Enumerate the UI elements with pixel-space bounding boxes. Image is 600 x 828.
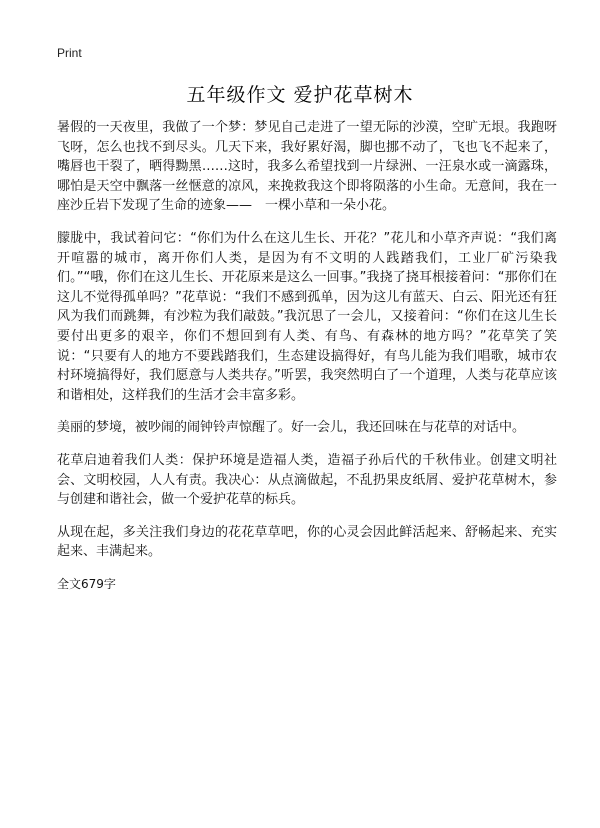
paragraph-1: 暑假的一天夜里，我做了一个梦：梦见自己走进了一望无际的沙漠，空旷无垠。我跑呀飞呀，怎么也找不到尽头。几天下来，我好累好渴，脚也挪不动了，飞也飞不起来了，嘴唇也干裂了，晒得黝黑……这时，我多么希望找到一片绿洲、一汪泉水或一滴露珠，哪怕是天空中飘落一丝惬意的凉风，来挽救我这个即将陨落的小生命。无意间，我在一座沙丘岩下发现了生命的迹象—— 一棵小草和一朵小花。 [57,120,557,214]
article-body [57,118,557,593]
paragraph-3: 美丽的梦境，被吵闹的闹钟铃声惊醒了。好一会儿，我还回味在与花草的对话中。 [57,420,526,436]
print-link[interactable]: Print [57,46,82,60]
paragraph-5: 从现在起，多关注我们身边的花花草草吧，你的心灵会因此鲜活起来、舒畅起来、充实起来、丰满起来。 [57,524,557,560]
word-count: 全文679字 [57,576,116,591]
article-title: 五年级作文 爱护花草树木 [186,84,414,106]
paragraph-2: 朦胧中，我试着问它：“你们为什么在这儿生长、开花？”花儿和小草齐声说：“我们离开喧嚣的城市，离开你们人类，是因为有不文明的人践踏我们，工业厂矿污染我们。”“哦，你们在这儿生长、开花原来是这么一回事。”我挠了挠耳根接着问：“那你们在这儿不觉得孤单吗？”花草说：“我们不感到孤单，因为这儿有蓝天、白云、阳光还有狂风为我们而跳舞，有沙粒为我们敲鼓。”我沉思了一会儿，又接着问：“你们在这儿生长要付出更多的艰辛，你们不想回到有人类、有鸟、有森林的地方吗？”花草笑了笑说：“只要有人的地方不要践踏我们，生态建设搞得好，有鸟儿能为我们唱歌，城市农村环境搞得好，我们愿意与人类共存。”听罢，我突然明白了一个道理，人类与花草应该和谐相处，这样我们的生活才会丰富多彩。 [57,230,557,403]
paragraph-4: 花草启迪着我们人类：保护环境是造福人类，造福子孙后代的千秋伟业。创建文明社会、文明校园，人人有责。我决心：从点滴做起，不乱扔果皮纸屑、爱护花草树木，参与创建和谐社会，做一个爱护花草的标兵。 [57,452,557,508]
